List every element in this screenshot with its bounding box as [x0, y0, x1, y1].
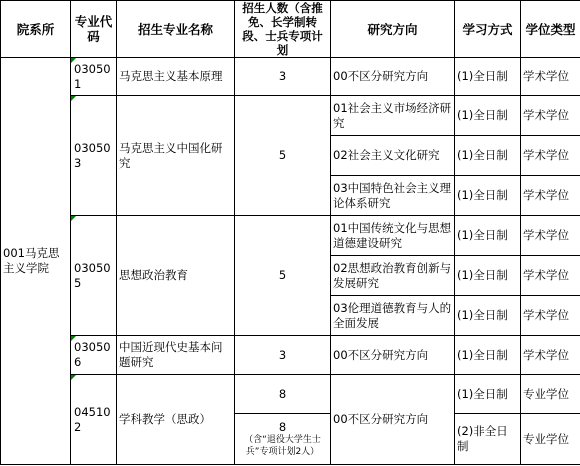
mode-cell: (1)全日制 [455, 216, 521, 256]
major-code: 030505 [71, 216, 117, 336]
mode-cell: (1)全日制 [455, 296, 521, 336]
mode-cell: (2)非全日制 [455, 414, 521, 465]
major-name: 马克思主义中国化研究 [117, 96, 235, 216]
header-code: 专业代码 [71, 1, 117, 58]
direction-cell: 01中国传统文化与思想道德建设研究 [331, 216, 455, 256]
table-row [1, 375, 580, 414]
header-direction: 研究方向 [331, 1, 455, 58]
degree-cell: 学术学位 [521, 296, 580, 336]
direction-cell: 00不区分研究方向 [331, 58, 455, 96]
degree-cell: 学术学位 [521, 176, 580, 216]
table-row [1, 216, 580, 256]
major-code: 030506 [71, 336, 117, 375]
quota-note: （含“退役大学生士兵”专项计划2人） [244, 435, 321, 457]
major-code: 030503 [71, 96, 117, 216]
mode-cell: (1)全日制 [455, 336, 521, 375]
header-dept: 院系所 [1, 1, 71, 58]
direction-cell: 02思想政治教育创新与发展研究 [331, 256, 455, 296]
mode-cell: (1)全日制 [455, 176, 521, 216]
degree-cell: 学术学位 [521, 216, 580, 256]
degree-cell: 学术学位 [521, 96, 580, 136]
mode-cell: (1)全日制 [455, 256, 521, 296]
quota-value: 8 [278, 420, 287, 434]
direction-cell: 00不区分研究方向 [331, 375, 455, 465]
quota-cell: 8 [235, 375, 331, 414]
major-code: 030501 [71, 58, 117, 96]
mode-cell: (1)全日制 [455, 58, 521, 96]
header-degree: 学位类型 [521, 1, 580, 58]
degree-cell: 学术学位 [521, 136, 580, 176]
mode-cell: (1)全日制 [455, 96, 521, 136]
quota-cell: 3 [235, 336, 331, 375]
dept-cell: 001马克思主义学院 [1, 58, 71, 465]
direction-cell: 03伦理道德教育与人的全面发展 [331, 296, 455, 336]
quota-cell: 5 [235, 96, 331, 216]
degree-cell: 学术学位 [521, 256, 580, 296]
quota-note-cell [235, 414, 331, 465]
major-name: 马克思主义基本原理 [117, 58, 235, 96]
direction-cell: 00不区分研究方向 [331, 336, 455, 375]
degree-cell: 专业学位 [521, 414, 580, 465]
major-name: 中国近现代史基本问题研究 [117, 336, 235, 375]
direction-cell: 01社会主义市场经济研究 [331, 96, 455, 136]
direction-cell: 03中国特色社会主义理论体系研究 [331, 176, 455, 216]
major-name: 思想政治教育 [117, 216, 235, 336]
table-row [1, 336, 580, 375]
table-row [1, 58, 580, 96]
degree-cell: 学术学位 [521, 336, 580, 375]
quota-cell: 3 [235, 58, 331, 96]
degree-cell: 专业学位 [521, 375, 580, 414]
header-row [1, 1, 580, 58]
direction-cell: 02社会主义文化研究 [331, 136, 455, 176]
major-code: 045102 [71, 375, 117, 465]
degree-cell: 学术学位 [521, 58, 580, 96]
header-name: 招生专业名称 [117, 1, 235, 58]
quota-cell: 5 [235, 216, 331, 336]
mode-cell: (1)全日制 [455, 375, 521, 414]
header-quota: 招生人数（含推免、长学制转段、士兵专项计划 [235, 1, 331, 58]
header-mode: 学习方式 [455, 1, 521, 58]
major-name: 学科教学（思政） [117, 375, 235, 465]
mode-cell: (1)全日制 [455, 136, 521, 176]
table-row [1, 96, 580, 136]
